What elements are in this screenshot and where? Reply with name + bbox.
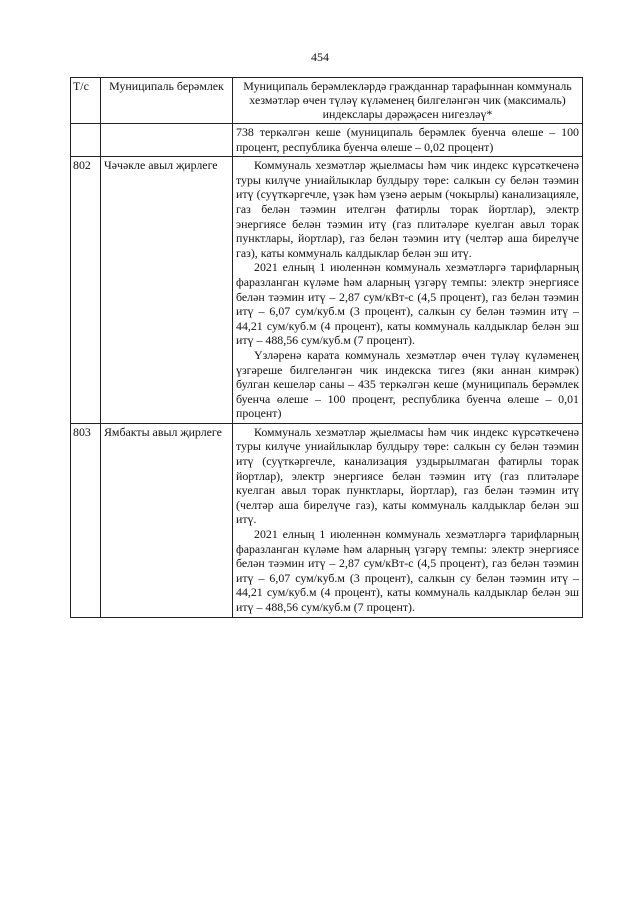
header-col-num: Т/с — [71, 78, 101, 124]
description-paragraph: Үзләренә карата коммуналь хезмәтләр өчен түләү күләменең үзгәреше билгеләнгән чик индекска тигез (яки аннан кимрәк) булган кешеләр саны – 435 теркәлгән кеше (муниципаль берәмлек буенча өлеше – 100 процент, республика буенча өлеше – 0,01 процент) — [236, 347, 579, 421]
row-description — [233, 157, 583, 424]
description-paragraph: 2021 елның 1 июленнән коммуналь хезмәтләргә тарифларның фаразланган күләме һәм аларның үзгәрү темпы: электр энергиясе белән тәэмин итү – 2,87 сум/кВт-с (4,5 процент), газ белән тәэмин итү – 6,07 сум/куб.м (3 процент), салкын су белән тәэмин итү – 44,21 сум/куб.м (4 процент), каты коммуналь калдыклар белән эш итү – 488,56 сум/куб.м (7 процент). — [236, 527, 579, 614]
header-col-description: Муниципаль берәмлекләрдә гражданнар тарафыннан коммуналь хезмәтләр өчен түләү күләменең билгеләнгән чик (максималь) индекслары дәрәҗәсен нигезләү* — [233, 78, 583, 124]
municipal-index-table — [70, 77, 583, 618]
row-number — [71, 124, 101, 157]
table-row-continuation — [71, 124, 583, 157]
description-paragraph: 2021 елның 1 июленнән коммуналь хезмәтләргә тарифларның фаразланган күләме һәм аларның үзгәрү темпы: электр энергиясе белән тәэмин итү – 2,87 сум/кВт-с (4,5 процент), газ белән тәэмин итү – 6,07 сум/куб.м (3 процент), салкын су белән тәэмин итү – 44,21 сум/куб.м (4 процент), каты коммуналь калдыклар белән эш итү – 488,56 сум/куб.м (7 процент). — [236, 260, 579, 348]
row-municipality: Чәчәкле авыл җирлеге — [101, 157, 233, 424]
description-paragraph: 738 теркәлгән кеше (муниципаль берәмлек буенча өлеше – 100 процент, республика буенча өлеше – 0,02 процент) — [236, 125, 579, 154]
row-number: 802 — [71, 157, 101, 424]
header-col-municipality: Муниципаль берәмлек — [101, 78, 233, 124]
row-municipality — [101, 124, 233, 157]
row-number: 803 — [71, 423, 101, 617]
description-paragraph: Коммуналь хезмәтләр җыелмасы һәм чик индекс күрсәткеченә туры килүче униайлыклар булдыру төре: салкын су белән тәэмин итү (суүткәргечле, канализация уздырылмаган фатирлы торак йортлар), электр энергиясе белән тәэмин итү (газ плитәләре куелган авыл торак пунктлары, йортлар), газ белән тәэмин итү (челтәр аша бирелүче газ), каты коммуналь калдыклар белән эш итү. — [236, 424, 579, 527]
page-number: 454 — [311, 50, 329, 64]
row-description — [233, 124, 583, 157]
table-header-row — [71, 78, 583, 124]
row-municipality: Ямбакты авыл җирлеге — [101, 423, 233, 617]
table-row-802 — [71, 157, 583, 424]
row-description — [233, 423, 583, 617]
description-paragraph: Коммуналь хезмәтләр җыелмасы һәм чик индекс күрсәткеченә туры килүче униайлыклар булдыру төре: салкын су белән тәэмин итү (суүткәргечле, үзәк һәм үзенә аерым (чокырлы) канализацияле, газ белән тәэмин ителгән фатирлы торак йортлар), электр энергиясе белән тәэмин итү (газ плитәләре куелган авыл торак пунктлары, йортлар), газ белән тәэмин итү (челтәр аша бирелүче газ), каты коммуналь калдыклар белән эш итү. — [236, 158, 579, 260]
table-row-803 — [71, 423, 583, 617]
